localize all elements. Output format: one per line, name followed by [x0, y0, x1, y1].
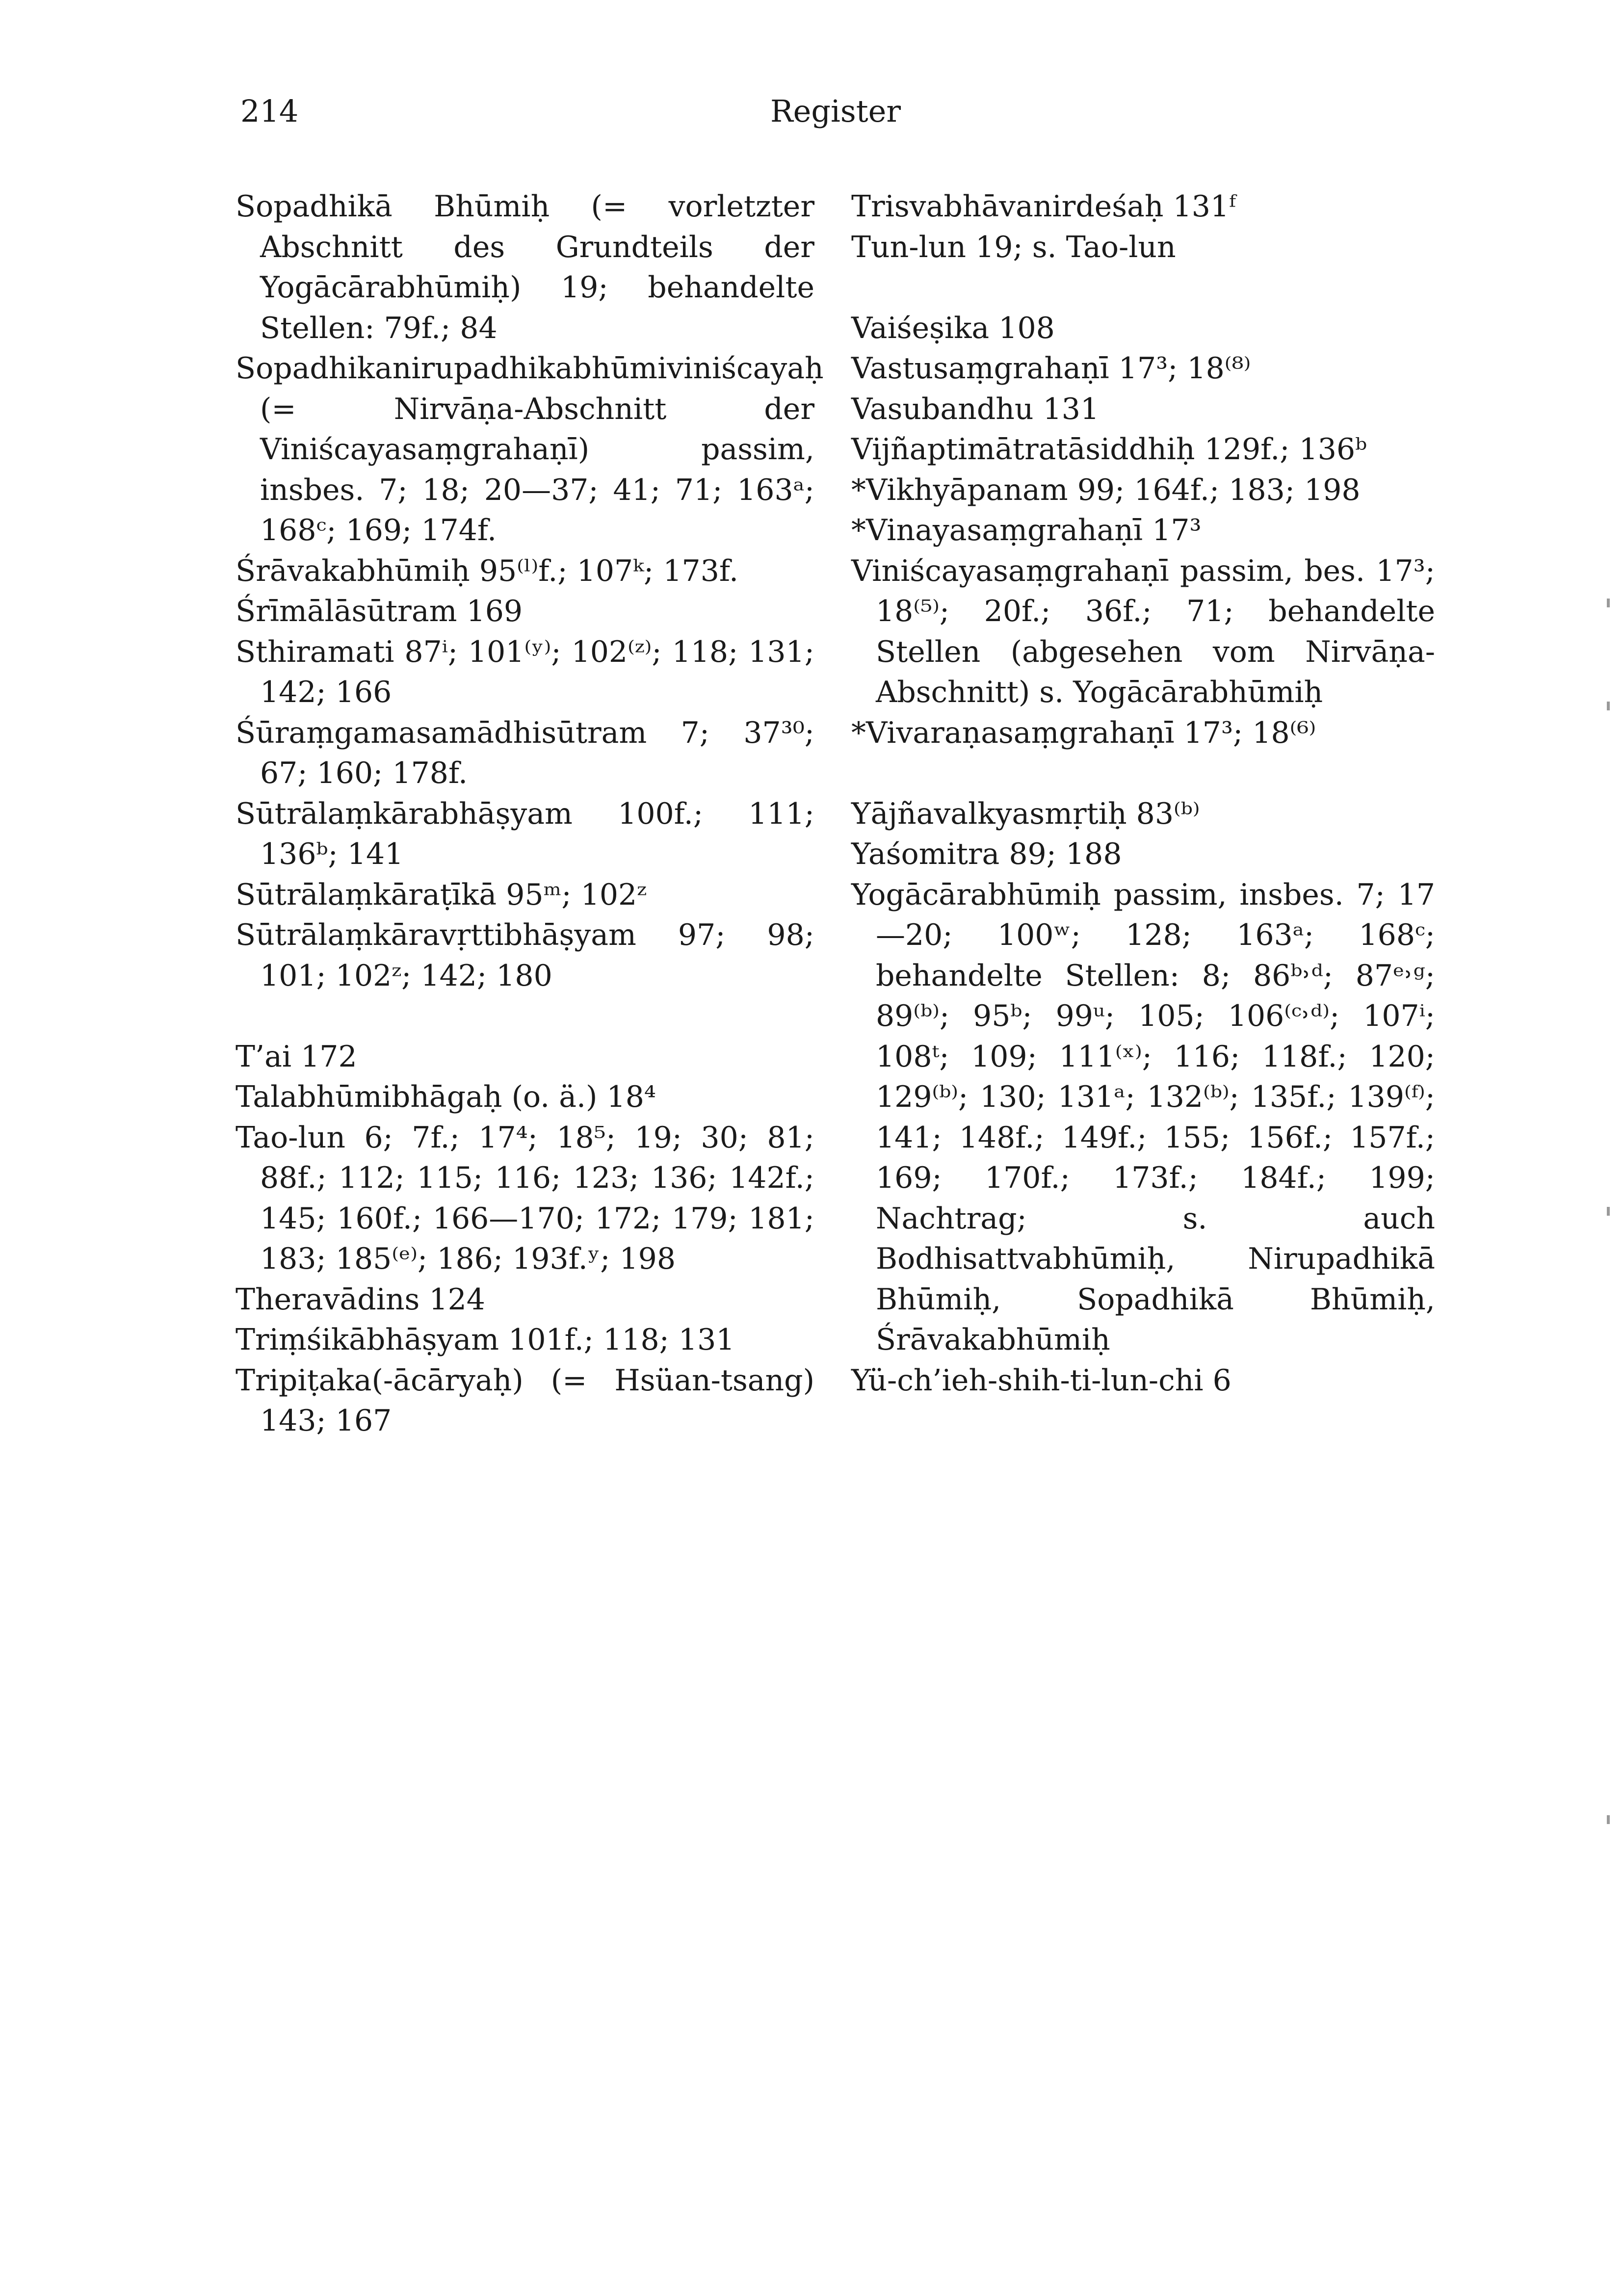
- page-number: 214: [240, 93, 299, 129]
- index-entry: Viniścayasaṃgrahaṇī passim, bes. 17³; 18⁽⁵⁾; 20f.; 36f.; 71; behandelte Stellen (abgesehen vom Nirvāṇa-Abschnitt) s. Yogācārabhūmiḥ: [851, 553, 1435, 709]
- index-entry: Triṃśikābhāṣyam 101f.; 118; 131: [236, 1323, 735, 1357]
- index-entry: Śūraṃgamasamādhisūtram 7; 37³⁰; 67; 160; 178f.: [236, 715, 814, 790]
- index-entry: Tripiṭaka(-ācāryaḥ) (= Hsüan-tsang) 143; 167: [236, 1363, 814, 1438]
- index-entry: Sopadhikanirupadhikabhūmiviniścayaḥ (= Nirvāṇa-Abschnitt der Viniścayasaṃgrahaṇī) passim, insbes. 7; 18; 20—37; 41; 71; 163ᵃ; 168ᶜ; 169; 174f.: [236, 351, 824, 548]
- index-entry: Talabhūmibhāgaḥ (o. ä.) 18⁴: [236, 1080, 656, 1114]
- index-entry: Tao-lun 6; 7f.; 17⁴; 18⁵; 19; 30; 81; 88f.; 112; 115; 116; 123; 136; 142f.; 145; 160f.; 166—170; 172; 179; 181; 183; 185⁽ᵉ⁾; 186; 193f.ʸ; 198: [236, 1120, 814, 1276]
- index-entry: Sūtrālaṃkāravṛttibhāṣyam 97; 98; 101; 102ᶻ; 142; 180: [236, 918, 814, 993]
- index-entry: Sūtrālaṃkāraṭīkā 95ᵐ; 102ᶻ: [236, 877, 647, 912]
- index-entry: *Vivaraṇasaṃgrahaṇī 17³; 18⁽⁶⁾: [851, 715, 1316, 750]
- scan-speck: [1607, 599, 1610, 607]
- index-entry: Vasubandhu 131: [851, 391, 1100, 426]
- index-entry: Vaiśeṣika 108: [851, 311, 1055, 345]
- index-entry: T’ai 172: [236, 1039, 357, 1074]
- index-entry: *Vikhyāpanam 99; 164f.; 183; 198: [851, 472, 1361, 507]
- index-entry: Sthiramati 87ⁱ; 101⁽ʸ⁾; 102⁽ᶻ⁾; 118; 131; 142; 166: [236, 634, 814, 709]
- index-entry: Sopadhikā Bhūmiḥ (= vorletzter Abschnitt des Grundteils der Yogācārabhūmiḥ) 19; behandelte Stellen: 79f.; 84: [236, 189, 814, 345]
- running-head: Register: [770, 93, 901, 129]
- index-entry: Yājñavalkyasmṛtiḥ 83⁽ᵇ⁾: [851, 796, 1200, 831]
- index-entry: Tun-lun 19; s. Tao-lun: [851, 230, 1176, 264]
- index-entry: Śrāvakabhūmiḥ 95⁽ˡ⁾f.; 107ᵏ; 173f.: [236, 553, 739, 588]
- scan-speck: [1607, 1207, 1610, 1216]
- index-entry: Sūtrālaṃkārabhāṣyam 100f.; 111; 136ᵇ; 141: [236, 796, 814, 871]
- scan-speck: [1607, 702, 1610, 710]
- index-entry: Yü-ch’ieh-shih-ti-lun-chi 6: [851, 1363, 1231, 1398]
- section-gap: [851, 753, 1435, 794]
- index-entry: Trisvabhāvanirdeśaḥ 131ᶠ: [851, 189, 1236, 224]
- index-entry: Theravādins 124: [236, 1282, 485, 1317]
- section-gap: [851, 267, 1435, 308]
- index-entry: Yogācārabhūmiḥ passim, insbes. 7; 17—20; 100ʷ; 128; 163ᵃ; 168ᶜ; behandelte Stellen: 8; 86ᵇ˒ᵈ; 87ᵉ˒ᵍ; 89⁽ᵇ⁾; 95ᵇ; 99ᵘ; 105; 106⁽ᶜ˒ᵈ⁾; 107ⁱ; 108ᵗ; 109; 111⁽ˣ⁾; 116; 118f.; 120; 129⁽ᵇ⁾; 130; 131ᵃ; 132⁽ᵇ⁾; 135f.; 139⁽ᶠ⁾; 141; 148f.; 149f.; 155; 156f.; 157f.; 169; 170f.; 173f.; 184f.; 199; Nachtrag; s. auch Bodhisattvabhūmiḥ, Nirupadhikā Bhūmiḥ, Sopadhikā Bhūmiḥ, Śrāvakabhūmiḥ: [851, 877, 1435, 1357]
- index-column-right: [851, 186, 1435, 1401]
- index-entry: Vijñaptimātratāsiddhiḥ 129f.; 136ᵇ: [851, 432, 1367, 467]
- index-entry: Vastusaṃgrahaṇī 17³; 18⁽⁸⁾: [851, 351, 1251, 386]
- index-column-left: [236, 186, 824, 1441]
- section-gap: [236, 996, 814, 1037]
- index-entry: Yaśomitra 89; 188: [851, 837, 1122, 871]
- scan-speck: [1607, 1815, 1610, 1824]
- index-entry: *Vinayasaṃgrahaṇī 17³: [851, 513, 1202, 548]
- index-entry: Śrīmālāsūtram 169: [236, 594, 523, 628]
